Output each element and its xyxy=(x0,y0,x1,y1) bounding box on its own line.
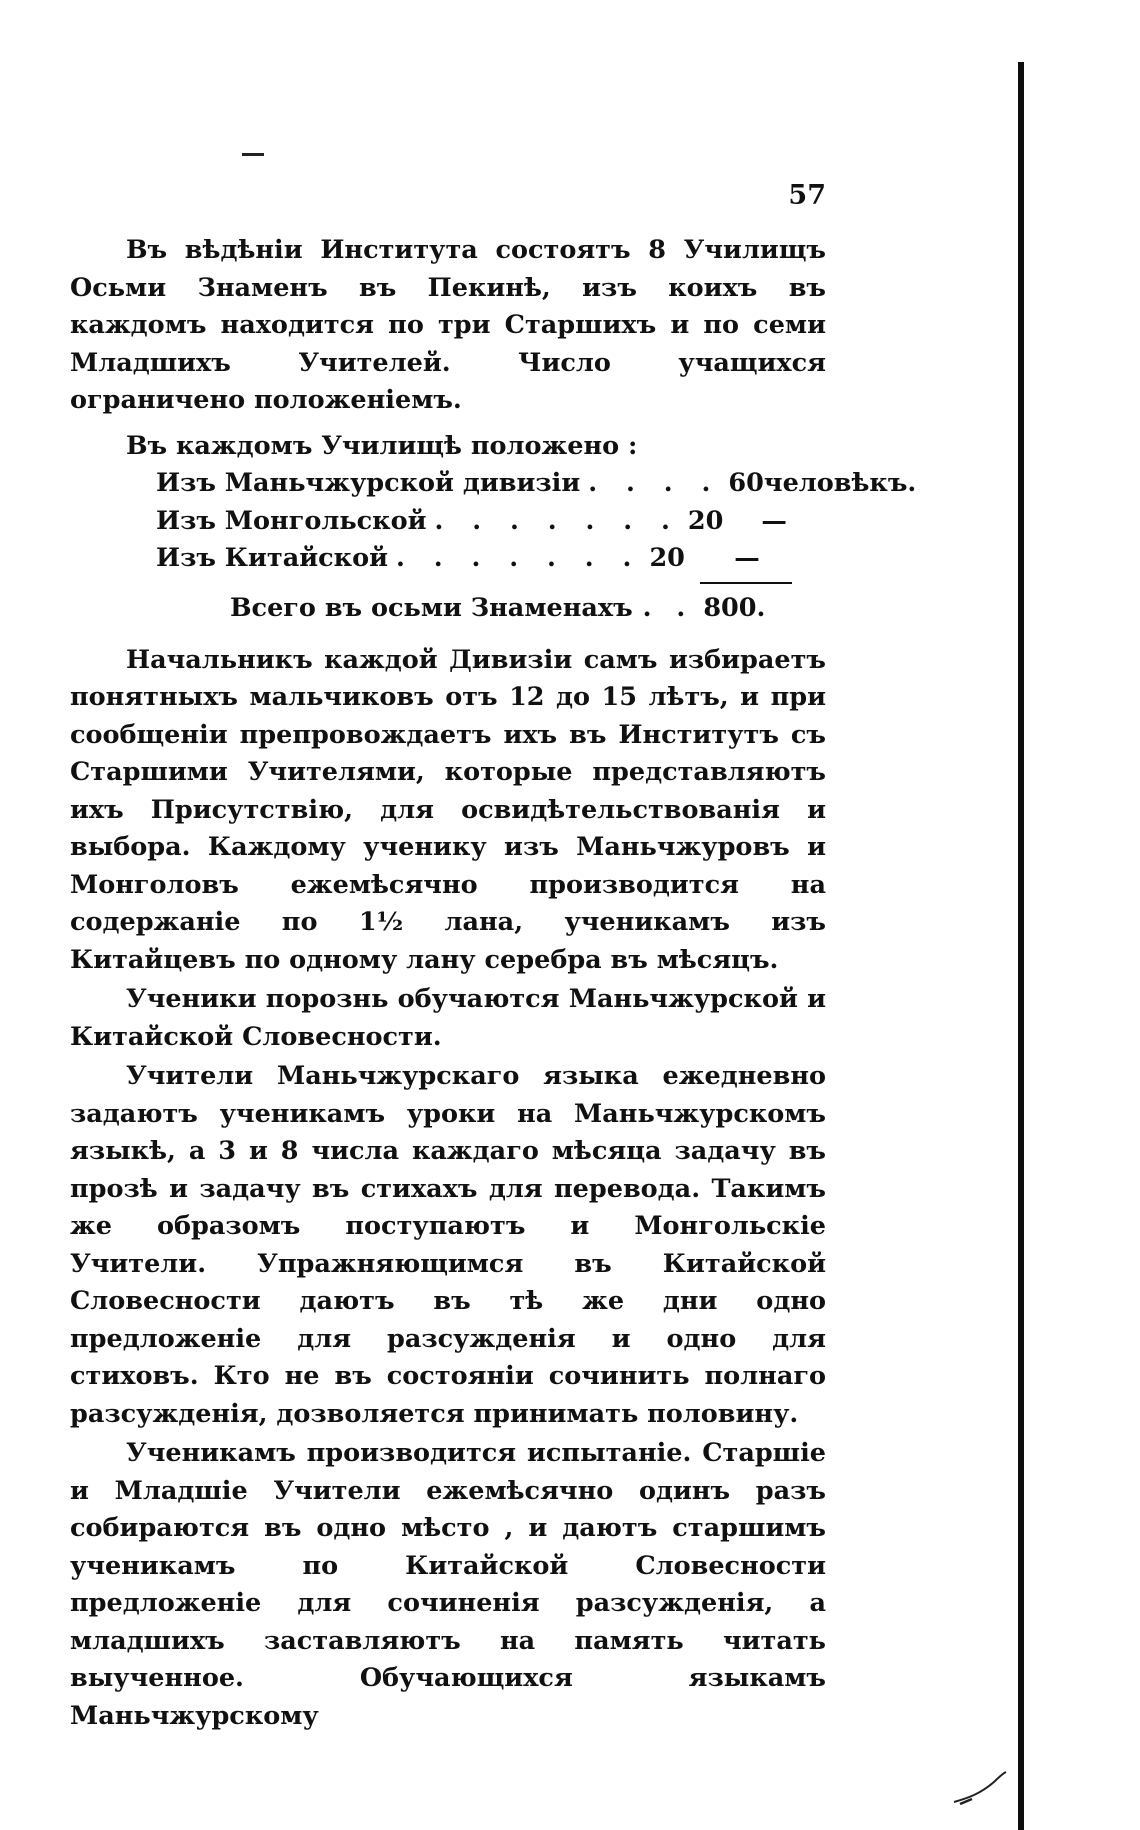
paragraph: Ученикамъ производится испытаніе. Старшіе и Младшіе Учители ежемѣсячно одинъ разъ собираются въ одно мѣсто , и даютъ старшимъ ученикамъ по Китайской Словесности предложеніе для сочиненія разсужденія, а младшихъ заставляютъ на память читать выученное. Обучающихся языкамъ Маньчжурскому xyxy=(70,1438,826,1731)
allocation-row xyxy=(156,503,826,541)
leader-dots: . . . . . . . xyxy=(434,505,680,536)
allocation-label: Изъ Монгольской xyxy=(156,505,427,536)
allocation-unit: — xyxy=(761,505,787,536)
leader-dots: . . . . . . . xyxy=(396,543,642,573)
leader-dots: . . . . xyxy=(588,468,721,498)
body-text xyxy=(70,642,826,1736)
allocation-unit: человѣкъ. xyxy=(763,468,917,498)
allocation-table xyxy=(156,465,917,590)
allocation-value: 20 xyxy=(687,505,724,536)
paragraph: Ученики порознь обучаются Маньчжурской и Китайской Словесности. xyxy=(70,984,826,1052)
intro-paragraph: Въ вѣдѣніи Института состоятъ 8 Училищъ Осьми Знаменъ въ Пекинѣ, изъ коихъ въ каждомъ находится по три Старшихъ и по семи Младшихъ Учителей. Число учащихся ограничено положеніемъ. xyxy=(70,235,826,415)
allocation-unit: — xyxy=(734,543,760,573)
total-label: Всего въ осьми Знаменахъ xyxy=(230,592,633,623)
allocation-value: 20 xyxy=(649,543,685,573)
page-edge-line xyxy=(1018,62,1024,1830)
paragraph: Начальникъ каждой Дивизіи самъ избираетъ понятныхъ мальчиковъ отъ 12 до 15 лѣтъ, и при сообщеніи препровождаетъ ихъ въ Институтъ съ Старшими Учителями, которые представляютъ ихъ Присутствію, для освидѣтельствованія и выбора. Каждому ученику изъ Маньчжуровъ и Монголовъ ежемѣсячно производится на содержаніе по 1½ лана, ученикамъ изъ Китайцевъ по одному лану серебра въ мѣсяцъ. xyxy=(70,644,826,975)
allocation-value: 60 xyxy=(728,468,764,498)
ink-flourish xyxy=(950,1768,1020,1808)
allocation-row xyxy=(156,465,917,503)
paragraph: Учители Маньчжурскаго языка ежедневно задаютъ ученикамъ уроки на Маньчжурскомъ языкѣ, а 3 и 8 числа каждаго мѣсяца задачу въ прозѣ и задачу въ стихахъ для перевода. Такимъ же образомъ поступаютъ и Монгольскіе Учители. Упражняющимся въ Китайской Словесности даютъ въ тѣ же дни одно предложеніе для разсужденія и одно для стиховъ. Кто не въ состояніи сочинить полнаго разсужденія, дозволяется принимать половину. xyxy=(70,1061,826,1429)
total-dots: . . xyxy=(642,592,694,623)
sum-rule-row xyxy=(156,578,826,590)
total-value: 800. xyxy=(703,592,766,623)
allocation-label: Изъ Китайской xyxy=(156,543,389,573)
allocation-heading: Въ каждомъ Училищѣ положено : xyxy=(126,430,638,461)
printer-mark xyxy=(242,153,264,156)
total-row xyxy=(230,590,826,632)
allocation-label: Изъ Маньчжурской дивизіи xyxy=(156,468,581,498)
sum-rule xyxy=(700,582,792,584)
text-block xyxy=(70,232,917,1735)
page-number: 57 xyxy=(788,180,826,211)
allocation-row xyxy=(156,540,826,578)
